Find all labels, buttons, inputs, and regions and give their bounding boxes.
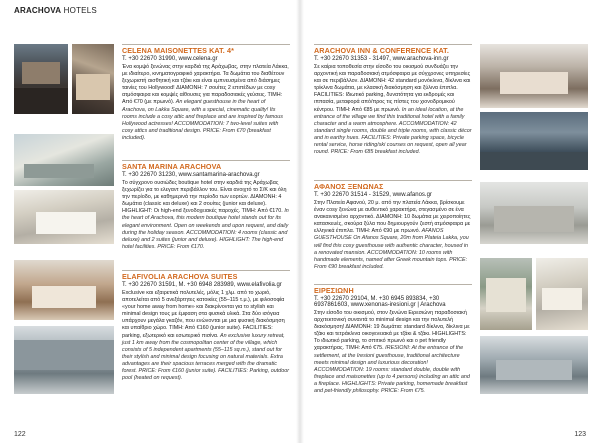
- hotel-description-greek: Στην είσοδο του οικισμού, στον ξενώνα Ειρεσιώνη παραδοσιακή αρχιτεκτονική συναντά το minimal design και την πολυτελή διακόσμηση! ΔΙΑΜΟΝΗ: 19 δωμάτια: standard δίκλινα, δίκλινα με τζάκι και τετράκλινα οικογενειακά με τζάκι & τζάκι. HIGHLIGHTS: Το ιδιωτικό parking, το σπιτικό πρωινό και ο pet friendly χαρακτήρας. ΤΙΜΗ: Από €75.: [314, 310, 470, 352]
- hotel-contact: T. +30 22670 31514 - 31529, www.afanos.gr: [314, 192, 432, 198]
- page-number: 122: [14, 431, 26, 438]
- hotel-description: [314, 310, 472, 395]
- hotel-entry-celena: [122, 46, 290, 142]
- hotel-entry-elafivolia: [122, 272, 290, 382]
- hotel-description-english: An elegant guesthouse in the heart of Arachova, on Lakka Square, with a special, cinematic quality! Its rooms include a cosy attic and fireplace and are inspired by famous Hollywood actresses! ACCOMMODATION: 7 two-level suites with cosy attics and traditional design. PRICE: From €70 (breakfast included).: [122, 99, 283, 141]
- entry-divider: [122, 160, 290, 161]
- hotel-description: [314, 64, 472, 156]
- hotel-description-greek: Σε καίρια τοποθεσία στην είσοδο του οικισμού συνδυάζει την αρχοντική και παραδοσιακή ατμόσφαιρα με σύγχρονες υπηρεσίες και σε περιβάλλον. ΔΙΑΜΟΝΗ: 42 standard μονόκλινα, δίκλινα και τρίκλινα δωμάτια, με κλασική διακόσμηση και ξύλινα έπιπλα. FACILITIES: Ιδιωτικό parking, δυνατότητα για εκδρομές και ιππασία, μεταφορά από/προς τις πίστες του χιονοδρομικού κέντρου. ΤΙΜΗ: Από €85 με πρωινό.: [314, 64, 471, 113]
- hotel-description-english: IRESIONI: At the entrance of the settlement, at the Iresioni guesthouse, traditional architecture meets minimal design and luxurious decoration! ACCOMMODATION: 19 rooms: standard double, double with fireplace and maisonettes (up to 4 persons) including an attic and a fireplace. HIGHLIGHTS: Private parking, homemade breakfast and pet-friendly philosophy. PRICE: From €75.: [314, 345, 470, 395]
- running-head-section: HOTELS: [63, 6, 97, 15]
- hotel-photo-elafivolia-exterior: [14, 326, 114, 394]
- hotel-description-english: AFANOS GUESTHOUSE On Afanos Square, 20m from Plateia Lakka, you will find this cosy guesthouse with authentic character, housed in a renovated mansion. ACCOMMODATION: 10 rooms with handmade elements, named after Greek mountain tops. PRICE: From €90 breakfast included.: [314, 228, 469, 270]
- hotel-photo-celena-room: [72, 44, 114, 114]
- hotel-description-greek: Exclusive και εξαιρετικά πολυτελές, μόλις 1 χλμ. από το χωριό, αποτελείται από 5 ανεξάρτητες κατοικίες (55–115 τ.μ.), με φιλοσοφία «your home away from home» και διακρίνονται για το stylish και minimal design τους με έμφαση στα φυσικά υλικά. Στα δύο ισόγεια υπάρχουν μεγάλα γκαζόν, που ενώνονται με μια φυσική διακόσμηση και υπαίθριο χώρο. ΤΙΜΗ: Από €160 (junior suite). FACILITIES: parking, εξωτερικό και εσωτερικό πισίνα.: [122, 290, 285, 339]
- hotel-title: CELENA MAISONETTES ΚΑΤ. 4*: [122, 46, 234, 55]
- hotel-description: [122, 180, 290, 251]
- hotel-entry-santa-marina: [122, 162, 290, 251]
- hotel-title: ΕΙΡΕΣΙΩΝΗ: [314, 286, 354, 295]
- hotel-title: ΑΦΑΝΟΣ ΞΕΝΩΝΑΣ: [314, 182, 384, 191]
- page-gutter: [296, 0, 304, 443]
- entry-divider: [314, 284, 472, 285]
- hotel-photo-celena-exterior: [14, 44, 68, 114]
- hotel-description: [122, 64, 290, 142]
- hotel-photo-iresioni-lounge: [480, 336, 588, 394]
- hotel-description-english: In an ideal location, at the entrance of the village we find this traditional hotel with a family character and a warm atmosphere. ACCOMMODATION: 42 standard single rooms, double and triple rooms, with classic décor and in earthy hues. FACILITIES: Private parking space, bicycle rental service, horse riding/ski courses on request, open all year round. PRICE: From €85 breakfast included.: [314, 106, 472, 156]
- hotel-description-english: In the heart of Arachova, this modern boutique hotel stands out for its elegant environment. Open on weekends and upon request, and daily during the holiday season. ACCOMMODATION: 4 rooms (classic and deluxe) and 2 suites (junior and deluxe). HIGHLIGHT: The high-end hotel facilities. PRICE: From €170.: [122, 208, 289, 250]
- entry-divider: [314, 180, 472, 181]
- entry-divider: [122, 270, 290, 271]
- hotel-photo-santa-marina: [14, 134, 114, 186]
- hotel-title: ARACHOVA INN & CONFERENCE ΚΑΤ.: [314, 46, 449, 55]
- hotel-photo-arachova-inn-room: [480, 44, 588, 108]
- hotel-contact: T. +30 22670 29104, M. +30 6945 893834, +30 6937861603, www.xenonas-iresioni.gr | Arachova: [314, 296, 446, 308]
- hotel-entry-iresioni: [314, 286, 472, 395]
- hotel-photo-arachova-inn-exterior: [480, 112, 588, 170]
- hotel-description: [122, 290, 290, 382]
- hotel-entry-afanos: [314, 182, 472, 271]
- hotel-title: SANTA MARINA ARACHOVA: [122, 162, 222, 171]
- hotel-photo-santa-marina-room: [14, 190, 114, 244]
- hotel-description-greek: Ένα κομψό ξενώνας στην καρδιά της Αράχωβας, στην πλατεία Λάκκα, με ιδιαίτερο, κινηματογραφικό χαρακτήρα. Τα δωμάτια του διαθέτουν ξεχωριστή αισθητική και τζάκι και είναι εμπνευσμένα από διάσημες ταινίες του Hollywood! ΔΙΑΜΟΝΗ: 7 σουίτες 2 επιπέδων με cosy ατμόσφαιρα και κομψές αίθουσες για παραδοσιακές γεύσεις. ΤΙΜΗ: Από €70 (με πρωινό).: [122, 64, 289, 106]
- hotel-description-greek: Στην Πλατεία Αφανού, 20 μ. από την πλατεία Λάκκα, βρίσκουμε έναν cosy ξενώνα με αυθεντικό χαρακτήρα, στεγασμένο σε ένα ανακαινισμένο αρχοντικό. ΔΙΑΜΟΝΗ: 10 δωμάτια με χειροποίητες κατασκευές, σκούρα ξύλα που δημιουργούν ζεστή ατμόσφαιρα με ελληνικά έπιπλα. ΤΙΜΗ: Από €90 με πρωινό.: [314, 200, 471, 235]
- hotel-contact: T. +30 22670 31990, www.celena.gr: [122, 56, 218, 62]
- hotel-entry-arachova-inn: [314, 46, 472, 156]
- hotel-description-greek: Το σύγχρονο ουσιώδες boutique hotel στην καρδιά της Αράχωβας ξεχωρίζει για το ελεγαντ περιβάλλον του. Είναι ανοιχτό το Σ/Κ και όλη την περίοδο, με καθημερινά την περίοδο των εορτών. ΔΙΑΜΟΝΗ: 4 δωμάτια (classic και deluxe) και 2 σουίτες (junior και deluxe). HIGHLIGHT: Οι high-end ξενοδοχειακές παροχές. ΤΙΜΗ: Από €170.: [122, 180, 287, 215]
- hotel-contact: T. +30 22670 31353 - 31497, www.arachova-inn.gr: [314, 56, 449, 62]
- running-head-city: ARACHOVA: [14, 6, 62, 15]
- running-head: [14, 6, 97, 15]
- page-number: 123: [574, 431, 586, 438]
- entry-divider: [122, 44, 290, 45]
- hotel-description: [314, 200, 472, 271]
- hotel-contact: T. +30 22670 31591, M. +30 6948 283989, www.elafivolia.gr: [122, 282, 282, 288]
- right-page: [300, 0, 600, 443]
- hotel-contact: T. +30 22670 31230, www.santamarina-arachova.gr: [122, 172, 260, 178]
- hotel-photo-iresioni-exterior: [480, 258, 532, 330]
- hotel-photo-afanos-interior: [480, 182, 588, 244]
- hotel-title: ELAFIVOLIA ARACHOVA SUITES: [122, 272, 238, 281]
- hotel-photo-elafivolia-bedroom: [14, 260, 114, 320]
- hotel-photo-iresioni-room: [536, 258, 588, 330]
- entry-divider: [314, 44, 472, 45]
- hotel-description-english: An exclusive luxury retreat, just 1 km away from the cosmopolitan center of the village, which consists of 5 independent apartments (55–115 sq.m.), stand out for their stylish and minimal design focusing on natural materials. Extra advantages are their spacious terraces merged with the dramatic forest. PRICE: From €160 (junior suite). FACILITIES: Parking, outdoor pool (heated on request).: [122, 332, 290, 382]
